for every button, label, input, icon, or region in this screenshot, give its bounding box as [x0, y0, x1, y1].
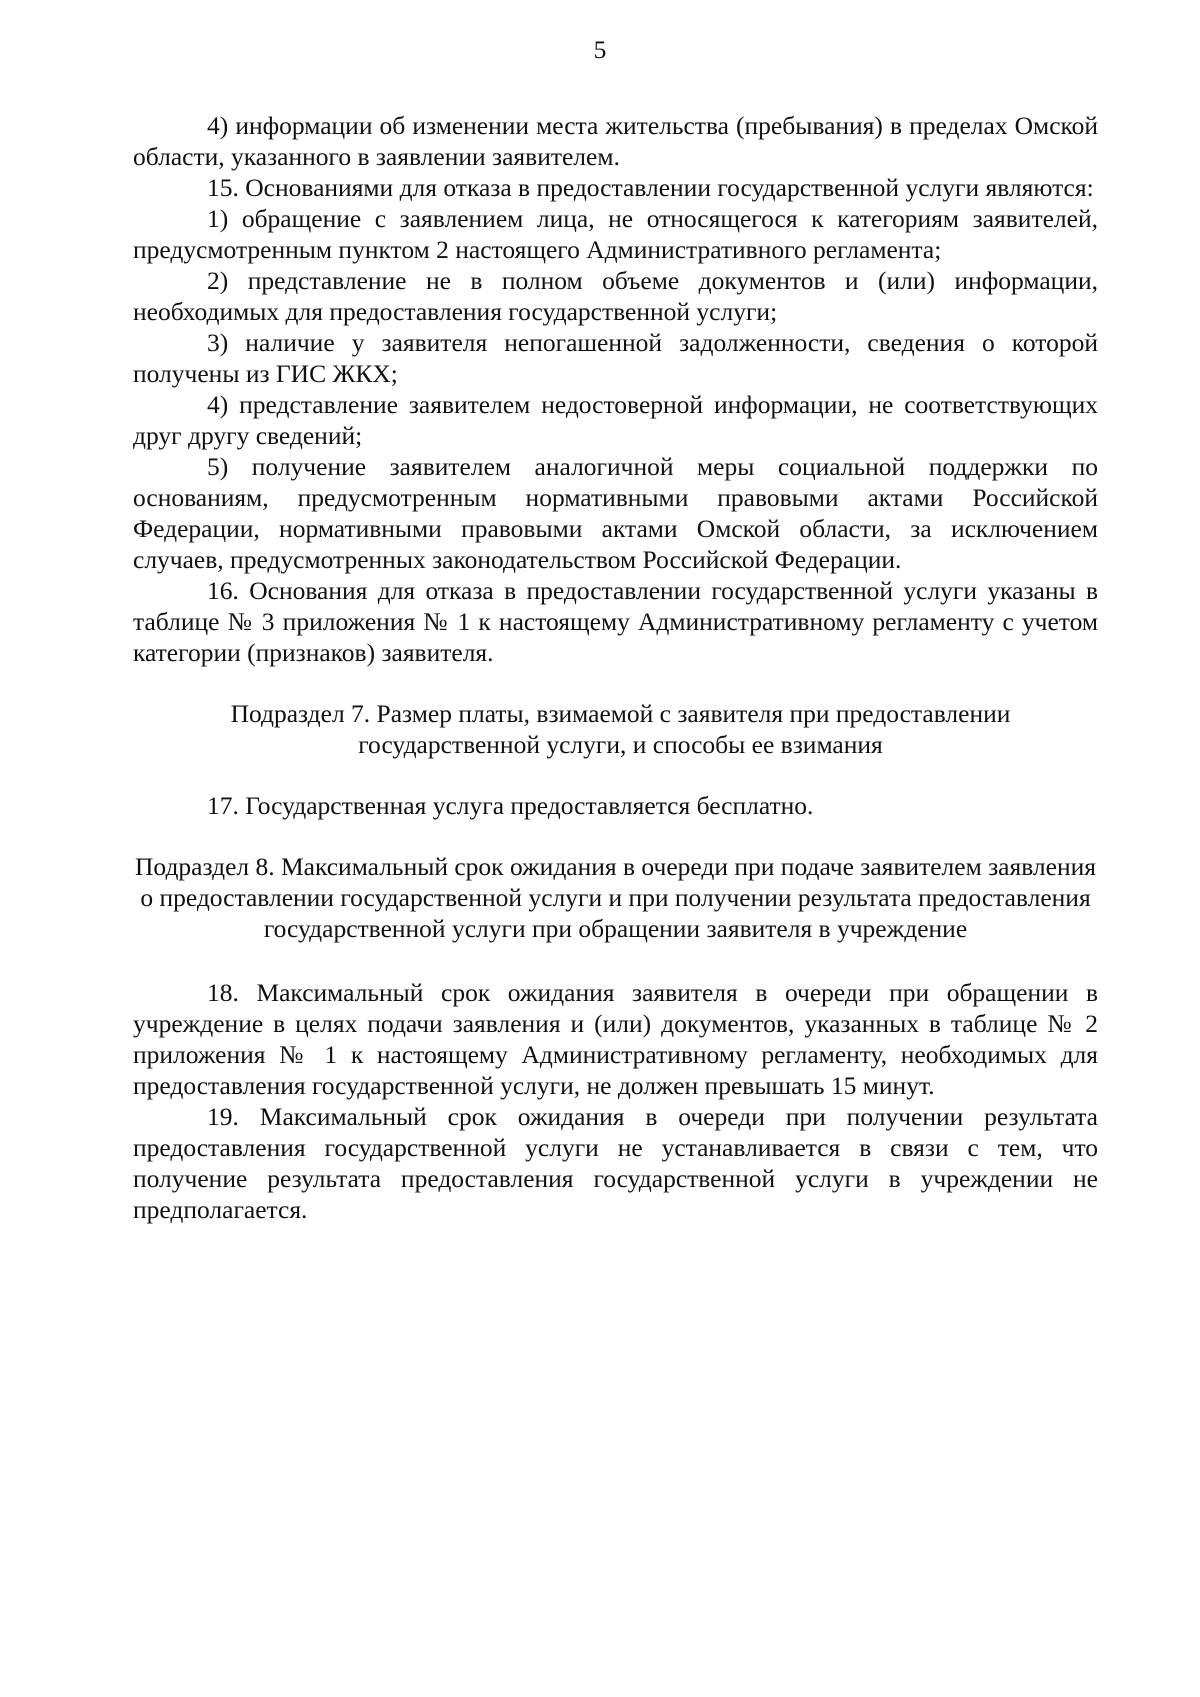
- paragraph-15: 15. Основаниями для отказа в предоставлении государственной услуги являются:: [207, 173, 1094, 202]
- paragraph-18: 18. Максимальный срок ожидания заявителя в очереди при обращении в учреждение в целях подачи заявления и (или) документов, указанных в таблице № 2 приложения № 1 к настоящему Административному регламенту, необходимых для предоставления государственной услуги, не должен превышать 15 минут.: [133, 978, 1098, 1100]
- paragraph-15-3: 3) наличие у заявителя непогашенной задолженности, сведения о которой получены из ГИС ЖКХ;: [133, 328, 1098, 388]
- paragraph-15-5: 5) получение заявителем аналогичной меры социальной поддержки по основаниям, предусмотренным нормативными правовыми актами Российской Федерации, нормативными правовыми актами Омской области, за исключением случаев, предусмотренных законодательством Российской Федерации.: [133, 452, 1098, 574]
- paragraph-16: 16. Основания для отказа в предоставлении государственной услуги указаны в таблице № 3 приложения № 1 к настоящему Административному регламенту с учетом категории (признаков) заявителя.: [133, 576, 1098, 667]
- paragraph-15-1: 1) обращение с заявлением лица, не относящегося к категориям заявителей, предусмотренным пунктом 2 настоящего Административного регламента;: [133, 204, 1098, 264]
- paragraph-15-4: 4) представление заявителем недостоверной информации, не соответствующих друг другу сведений;: [133, 390, 1098, 450]
- paragraph-17: 17. Государственная услуга предоставляется бесплатно.: [207, 791, 814, 820]
- document-body: [133, 110, 1098, 1225]
- subsection-7-heading: Подраздел 7. Размер платы, взимаемой с заявителя при предоставлении государственной услуги, и способы ее взимания: [230, 699, 1011, 759]
- paragraph-14-4: 4) информации об изменении места жительства (пребывания) в пределах Омской области, указанного в заявлении заявителем.: [133, 111, 1098, 171]
- paragraph-15-2: 2) представление не в полном объеме документов и (или) информации, необходимых для предоставления государственной услуги;: [133, 266, 1098, 326]
- subsection-8-heading: Подраздел 8. Максимальный срок ожидания в очереди при подаче заявителем заявления о предоставлении государственной услуги и при получении результата предоставления государственной услуги при обращении заявителя в учреждение: [135, 852, 1096, 943]
- paragraph-19: 19. Максимальный срок ожидания в очереди при получении результата предоставления государственной услуги не устанавливается в связи с тем, что получение результата предоставления государственной услуги в учреждении не предполагается.: [133, 1102, 1098, 1224]
- page-number: 5: [593, 35, 607, 64]
